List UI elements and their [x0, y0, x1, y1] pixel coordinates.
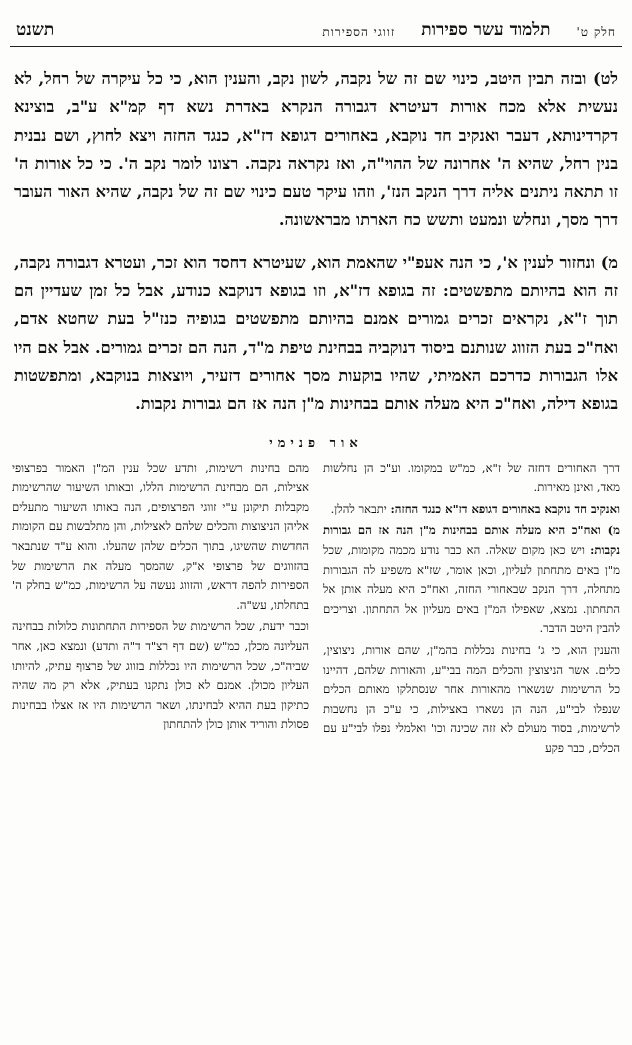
book-title: תלמוד עשר ספירות [421, 20, 551, 40]
commentary-entry [323, 521, 620, 639]
year-label: תשנט [16, 20, 55, 40]
running-head-right [322, 20, 616, 40]
commentary-text: ויש כאן מקום שאלה. הא כבר נודע מכמה מקומות, שכל מ"ן באים מתחתון לעליון, וכאן אומר, שז"א משפיע לה הגבורות מתחלה, דרך הנקב שבאחורי החזה, ואח"כ היא מעלה אותן אל התחתון. נמצא, שאפילו המ"ן באים מעליון אל התחתון. וצריכים להבין היטב הדבר. [323, 542, 620, 636]
running-head [10, 0, 622, 47]
commentary-text: וכבר ידעת, שכל הרשימות של הספירות התחתונות כלולות בבחינה העליונה מכלן, כמ"ש (שם דף רצ"ד ד"ה ותדע) ונמצא כאן, אחר שביה"כ, שכל הרשימות היו נכללות בזווג של פרצוף עתיק, להיותו העליון מכולן. אמנם לא כולן נתקנו בעתיק, אלא רק מה שהיה כתיקון בעת ההיא לבחינתו, ושאר הרשימות היו אז אצלו בבחינות פסולת והוריד אותן כולן להתחתון [12, 619, 309, 732]
commentary-columns [10, 459, 622, 761]
commentary-lemma: מ) ואח"כ היא מעלה אותם בבחינות מ"ן הנה אז הם גבורות נקבות: [323, 523, 620, 557]
commentary-text: דרך האחורים דחזה של ז"א, כמ"ש במקומו. וע"כ הן נחלשות מאד, ואינן מאירות. [323, 460, 620, 495]
commentary-entry [323, 641, 620, 759]
main-text [10, 65, 622, 419]
main-paragraph-40: מ) ונחזור לענין א', כי הנה אעפ"י שהאמת הוא, שעיטרא דחסד הוא זכר, ועטרא דגבורה נקבה, זה הוא בהיותם מתפשטים: זה בגופא דז"א, וזו בגופא דנוקבא כנודע, אבל כל זמן שעדיין הם תוך ז"א, נקראים זכרים גמורים אמנם בהיותם מתפשטים בגופיה כנז"ל בעת שחטא אדם, ואח"כ בעת הזווג שנותנם ביסוד דנוקביה בבחינת טיפת מ"ד, הנה הם זכרים גמורים. אבל אם היו אלו הגבורות כדרכם האמיתי, שהיו בוקעות מסך אחורים דזעיר, ויוצאות בנוקבא, ומתפשטות בגופא דילה, ואח"כ היא מעלה אותם בבחינות מ"ן הנה אז הם גבורות נקבות. [14, 252, 618, 414]
commentary-entry [12, 617, 309, 735]
commentary-right-column [323, 459, 620, 761]
commentary-title: אור פנימי [269, 435, 363, 451]
commentary-entry [323, 500, 620, 520]
commentary-entry [323, 459, 620, 498]
commentary-left-column [12, 459, 309, 761]
commentary-lemma: ואנקיב חד נוקבא באחורים דגופא דז"א כנגד החזה: [390, 501, 620, 516]
commentary-text: והענין הוא, כי ג' בחינות נכללות בהמ"ן, שהם אורות, ניצוצין, כלים. אשר הניצוצין והכלים המה בבי"ע, והאורות שלהם, דהיינו כל הרשימות שנשארו מהאורות אחר שנסתלקו מאותם הכלים שנפלו לבי"ע, הנה הן נשארו באצילות, כי ע"כ הן נחשבות לרשימות, בסוד מעולם לא זזה שכינה וכו' ואלמלי נפלו לבי"ע עם הכלים, כבר פקע [323, 642, 620, 755]
section-title: זווגי הספירות [322, 25, 396, 39]
commentary-entry [12, 459, 309, 616]
commentary-text: מהם בחינות רשימות, ותדע שכל ענין המ"ן האמור בפרצופי אצילות, הם מבחינת הרשימות הללו, ובאותו השיעור שהרשימות מקבלות תיקונן ע"י זווגי הפרצופים, הנה באותו השיעור מתעלים אליהן הניצוצות והכלים שלהם לאצילות, והן מתלבשות עם הקומות החדשות שהשיגו, בתוך הכלים שלהן שהעלו. והוא ע"ד שנתבאר בהזווגים של פרצופי א"ק, שהמסך מעלה את הרשימות של הספירות להפה דראש, והזווג נעשה על הרשימות, כמ"ש בחלק ה' בתחלתו, עש"ה. [12, 460, 309, 612]
commentary-text: יתבאר להלן. [330, 501, 387, 516]
part-label: חלק ט' [576, 25, 616, 39]
main-paragraph-39: לט) ובזה תבין היטב, כינוי שם זה של נקבה, לשון נקב, והענין הוא, כי כל עיקרה של רחל, לא נעשית אלא מכח אורות דעיטרא דגבורה הנקרא באדרת נשא דף קמ"א ע"ב, בוצינא דקרדינותא, דעבר ואנקיב חד נוקבא, באחורים דגופא דז"א, כנגד החזה ויצא לחוץ, ושם נבנית בנין רחל, שהיא ה' אחרונה של ההוי"ה, ואז נקראה נקבה. רצונו לומר נקב ה'. כי כל אורות ה' זו תתאה ניתנים אליה דרך הנקב הנז', וזהו עיקר טעם כינוי שם זה של נקבה, שהיא האור העובר דרך מסך, ונחלש ונמעט ותשש כח הארתו מבראשונה. [14, 69, 618, 230]
